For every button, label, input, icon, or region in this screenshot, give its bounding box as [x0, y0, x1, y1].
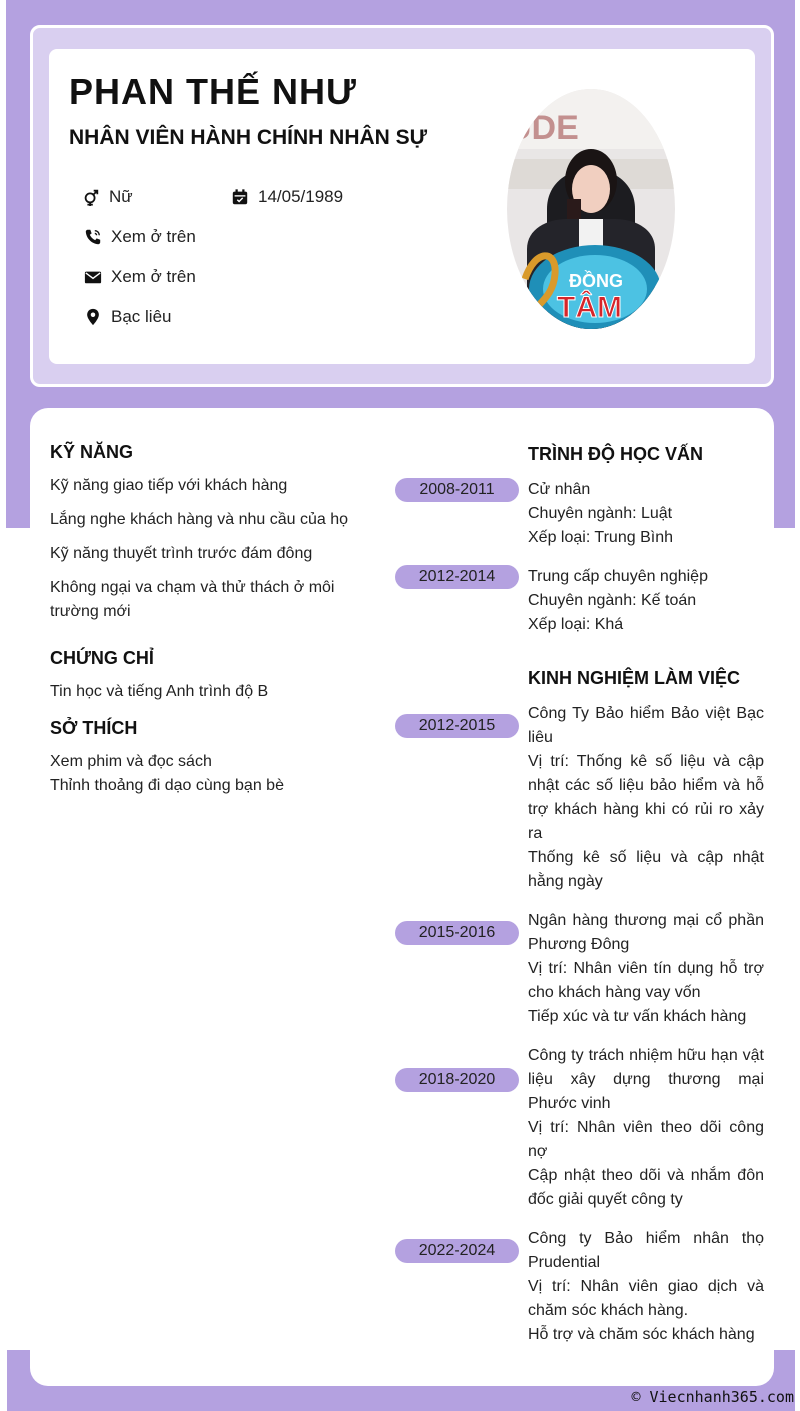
experience-position: Vị trí: Nhân viên tín dụng hỗ trợ cho khách hàng vay vốn [528, 960, 764, 1001]
svg-text:UDE: UDE [507, 109, 579, 147]
location-icon [84, 308, 102, 326]
education-grade: Xếp loại: Trung Bình [528, 529, 673, 546]
education-school: Trung cấp chuyên nghiệp [528, 568, 708, 585]
experience-description: Thống kê số liệu và cập nhật hằng ngày [528, 849, 764, 890]
experience-company: Công ty Bảo hiểm nhân thọ Prudential [528, 1230, 764, 1271]
experience-description: Hỗ trợ và chăm sóc khách hàng [528, 1326, 755, 1343]
education-grade: Xếp loại: Khá [528, 616, 624, 633]
skill-item: Kỹ năng giao tiếp với khách hàng [50, 477, 288, 494]
profile-photo [507, 89, 675, 329]
experience-entry [528, 909, 764, 1029]
email-value: Xem ở trên [111, 267, 196, 286]
hobby-item: Xem phim và đọc sách [50, 753, 212, 770]
email-icon [84, 268, 102, 286]
experience-entry [528, 1227, 764, 1347]
phone-info [84, 227, 196, 247]
experience-position: Vị trí: Nhân viên theo dõi công nợ [528, 1119, 764, 1160]
certificate-item: Tin học và tiếng Anh trình độ B [50, 683, 269, 700]
gender-value: Nữ [109, 187, 133, 206]
skill-item: Kỹ năng thuyết trình trước đám đông [50, 545, 313, 562]
svg-text:ĐỒNG: ĐỒNG [569, 271, 623, 291]
address-info [84, 307, 171, 327]
experience-entry [528, 1044, 764, 1212]
experience-title: KINH NGHIỆM LÀM VIỆC [528, 668, 741, 688]
copyright-footer: © Viecnhanh365.com [631, 1388, 794, 1406]
address-value: Bạc liêu [111, 307, 172, 326]
experience-company: Ngân hàng thương mại cổ phần Phương Đông [528, 912, 764, 953]
email-info [84, 267, 196, 287]
job-title: NHÂN VIÊN HÀNH CHÍNH NHÂN SỰ [69, 126, 428, 149]
experience-period: 2012-2015 [395, 714, 519, 738]
gender-icon [82, 188, 100, 206]
gender-info [82, 187, 133, 207]
profile-card [49, 49, 755, 364]
skill-item: Lắng nghe khách hàng và nhu cầu của họ [50, 511, 349, 528]
education-title: TRÌNH ĐỘ HỌC VẤN [528, 444, 703, 464]
experience-company: Công Ty Bảo hiểm Bảo việt Bạc liêu [528, 705, 764, 746]
education-school: Cử nhân [528, 481, 591, 498]
education-period: 2008-2011 [395, 478, 519, 502]
hobbies-title: SỞ THÍCH [50, 718, 138, 738]
experience-description: Cập nhật theo dõi và nhắm đôn đốc giải quyết công ty [528, 1167, 764, 1208]
candidate-name: PHAN THẾ NHƯ [69, 71, 357, 112]
skill-item: Không ngại va chạm và thử thách ở môi trường mới [50, 579, 335, 620]
experience-entry [528, 702, 764, 894]
experience-company: Công ty trách nhiệm hữu hạn vật liệu xây dựng thương mại Phước vinh [528, 1047, 764, 1112]
experience-description: Tiếp xúc và tư vấn khách hàng [528, 1008, 747, 1025]
experience-position: Vị trí: Thống kê số liệu và cập nhật các số liệu bảo hiểm và hỗ trợ khách hàng khi có rủi ro xảy ra [528, 753, 764, 842]
certificates-title: CHỨNG CHỈ [50, 648, 154, 668]
experience-position: Vị trí: Nhân viên giao dịch và chăm sóc khách hàng. [528, 1278, 764, 1319]
birthdate-value: 14/05/1989 [258, 187, 344, 206]
phone-icon [84, 228, 102, 246]
skills-title: KỸ NĂNG [50, 442, 134, 462]
birthdate-info [231, 187, 343, 207]
experience-period: 2022-2024 [395, 1239, 519, 1263]
phone-value: Xem ở trên [111, 227, 196, 246]
education-entry [528, 478, 764, 550]
experience-period: 2015-2016 [395, 921, 519, 945]
calendar-icon [231, 188, 249, 206]
header-panel [30, 25, 774, 387]
hobby-item: Thỉnh thoảng đi dạo cùng bạn bè [50, 777, 284, 794]
education-entry [528, 565, 764, 637]
education-major: Chuyên ngành: Luật [528, 505, 673, 522]
svg-text:TÂM: TÂM [557, 291, 622, 324]
education-period: 2012-2014 [395, 565, 519, 589]
experience-period: 2018-2020 [395, 1068, 519, 1092]
education-major: Chuyên ngành: Kế toán [528, 592, 697, 609]
